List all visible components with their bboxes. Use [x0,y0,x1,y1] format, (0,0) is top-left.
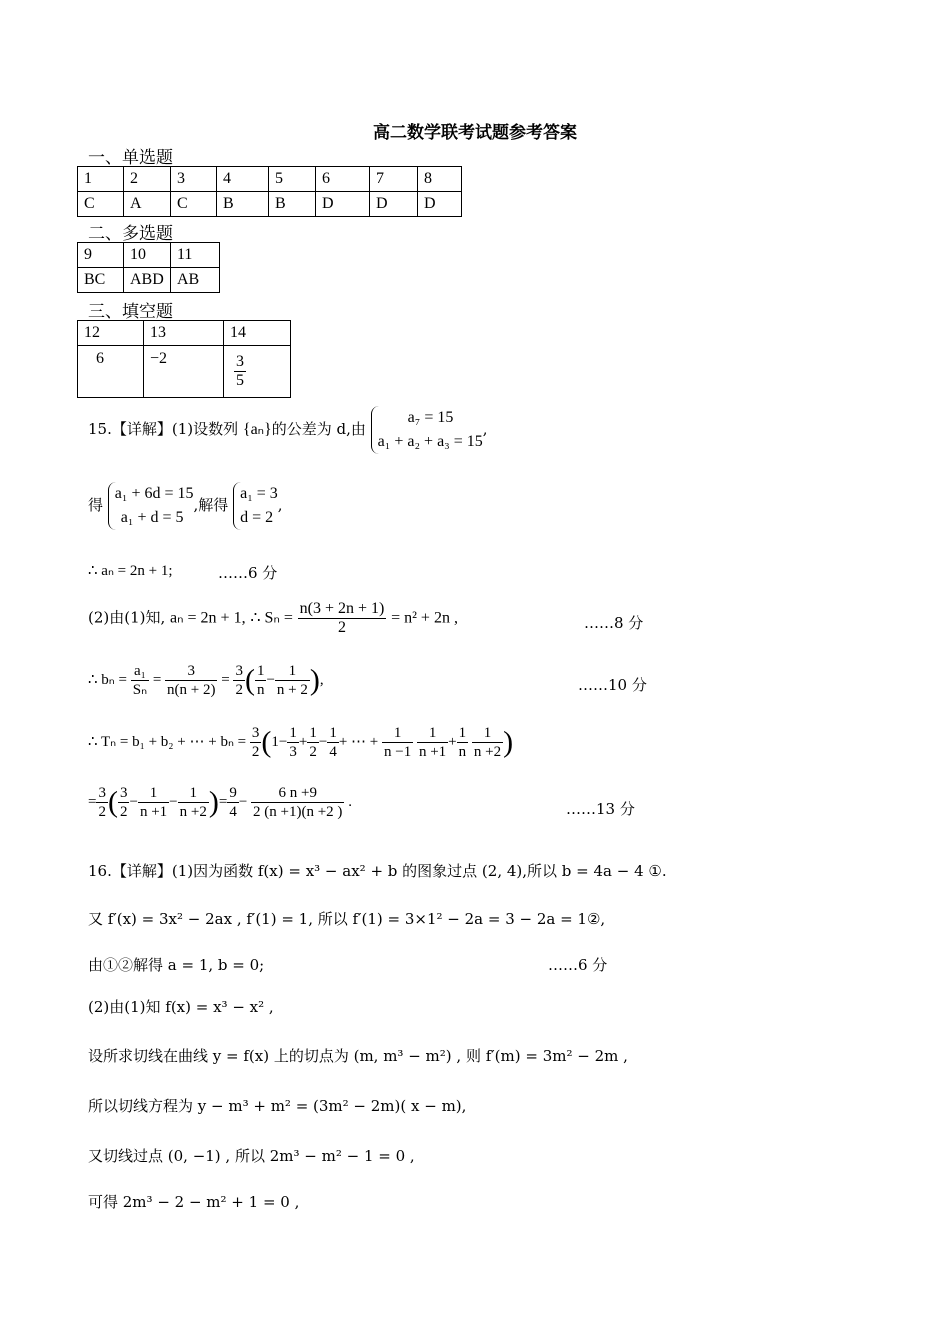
equation-system: a₁ + 6d = 15 a₁ + d = 5 [108,482,194,530]
fraction: $\frac{1}{3}$ [289,725,297,760]
table-row [78,243,220,268]
fraction: $\frac{1}{n +2}$ [473,725,502,760]
table-cell: 2 [124,167,171,192]
fraction: $\frac{1}{2}$ [309,725,317,760]
fraction: $\frac{3}{2}$ [235,663,243,698]
table-cell: ABD [124,268,171,293]
fraction: $\frac{1}{4}$ [329,725,337,760]
table-row [78,268,220,293]
fraction: $\frac{3}{5}$ [236,353,244,389]
q15-line7: = $\frac{3}{2}$ ( $\frac{3}{2}$ − $\frac{1}{n +1}$ − $\frac{1}{n +2}$ )= $\frac{9}{4}$ − $\frac{6 n +9}{2 (n +1)(n +2 )}$ . [88,785,352,820]
single-choice-table [77,166,462,217]
score-label: ……10 分 [578,676,647,694]
q16-line3: 由①②解得 a = 1, b = 0; [88,956,265,974]
table-cell: B [217,192,269,217]
q15-line6: ∴ Tₙ = b₁ + b₂ + ⋯ + bₙ = $\frac{3}{2}$ (1− $\frac{1}{3}$ + $\frac{1}{2}$ − $\frac{1}{4}$ + ⋯ + $\frac{1}{n -1}$ $\frac{1}{n +1}$ + $\frac{1}{n}$ $\frac{1}{n +2}$ ) [88,725,514,760]
table-cell: 8 [418,167,462,192]
q15-line4: (2)由(1)知, aₙ = 2n + 1, ∴ Sₙ = $\frac{n(3 + 2n + 1)}{2}$ = n² + 2n , [88,600,458,636]
table-cell: BC [78,268,124,293]
table-cell: 12 [78,321,144,346]
table-row [78,346,291,398]
table-cell: 11 [171,243,220,268]
table-cell: −2 [144,346,224,398]
table-cell: C [78,192,124,217]
fraction: $\frac{6 n +9}{2 (n +1)(n +2 )}$ [253,785,343,820]
table-cell: B [269,192,316,217]
table-cell: 1 [78,167,124,192]
q16-line2: 又 f′(x) = 3x² − 2ax , f′(1) = 1, 所以 f′(1) = 3×1² − 2a = 3 − 2a = 1②, [88,910,606,928]
table-cell: 4 [217,167,269,192]
table-row [78,167,462,192]
q15-line1: 15.【详解】(1)设数列 {aₙ}的公差为 d,由 a₇ = 15 a₁ + a₂ + a₃ = 15 , [88,406,488,454]
q15-line3: ∴ aₙ = 2n + 1; [88,563,173,579]
section3-heading: 三、填空题 [88,302,173,322]
table-cell: 10 [124,243,171,268]
q16-line8: 可得 2m³ − 2 − m² + 1 = 0 , [88,1193,300,1211]
fraction: $\frac{\text{a₁}}{\text{Sₙ}}$ [132,663,148,698]
fraction: $\frac{1}{n +2}$ [179,785,207,820]
section2-heading: 二、多选题 [88,224,173,244]
page-title: 高二数学联考试题参考答案 [373,123,577,143]
table-cell: 3 [171,167,217,192]
table-cell: 6 [316,167,370,192]
section1-heading: 一、单选题 [88,148,173,168]
score-label: ……8 分 [584,614,644,632]
q16-line1: 16.【详解】(1)因为函数 f(x) = x³ − ax² + b 的图象过点 (2, 4),所以 b = 4a − 4 ①. [88,862,667,880]
table-cell: A [124,192,171,217]
q15-line5: ∴ bₙ = $\frac{\text{a₁}}{\text{Sₙ}}$ = $\frac{3}{n(n + 2)}$ = $\frac{3}{2}$ ( $\frac{1}{n}$ − $\frac{1}{n + 2}$ ), [88,663,324,698]
fill-blank-table [77,320,291,398]
q16-line7: 又切线过点 (0, −1) , 所以 2m³ − m² − 1 = 0 , [88,1147,415,1165]
fraction: $\frac{1}{n}$ [458,725,467,760]
score-label: ……6 分 [218,564,278,582]
equation-system: a₇ = 15 a₁ + a₂ + a₃ = 15 [371,406,483,454]
fraction: $\frac{1}{n +1}$ [418,725,447,760]
table-cell: 6 [78,346,144,398]
fraction: $\frac{3}{2}$ [119,785,128,820]
fraction: $\frac{1}{n + 2}$ [276,663,308,698]
table-row [78,192,462,217]
table-cell: 14 [224,321,291,346]
table-cell: 5 [269,167,316,192]
fraction: $\frac{3}{n(n + 2)}$ [167,663,216,698]
score-label: ……6 分 [548,956,608,974]
table-cell: 9 [78,243,124,268]
table-cell: C [171,192,217,217]
fraction: $\frac{1}{n -1}$ [383,725,412,760]
fraction: $\frac{3}{2}$ [98,785,106,820]
table-cell: D [418,192,462,217]
table-cell: 7 [370,167,418,192]
equation-system: a₁ = 3 d = 2 [233,482,278,530]
table-cell [224,346,291,398]
table-cell: D [316,192,370,217]
fraction: $\frac{1}{n +1}$ [139,785,168,820]
q16-line5: 设所求切线在曲线 y = f(x) 上的切点为 (m, m³ − m²) , 则 f′(m) = 3m² − 2m , [88,1047,628,1065]
q16-line6: 所以切线方程为 y − m³ + m² = (3m² − 2m)( x − m), [88,1097,467,1115]
table-cell: D [370,192,418,217]
table-row [78,321,291,346]
multi-choice-table [77,242,220,293]
score-label: ……13 分 [566,800,635,818]
table-cell: 13 [144,321,224,346]
q15-line2: 得 a₁ + 6d = 15 a₁ + d = 5 ,解得 a₁ = 3 d = 2 , [88,482,283,530]
fraction: $\frac{3}{2}$ [251,725,260,760]
table-cell: AB [171,268,220,293]
fraction: $\frac{n(3 + 2n + 1)}{2}$ [299,600,385,636]
fraction: $\frac{9}{4}$ [229,785,237,820]
q16-line4: (2)由(1)知 f(x) = x³ − x² , [88,998,274,1016]
fraction: $\frac{1}{n}$ [256,663,265,698]
